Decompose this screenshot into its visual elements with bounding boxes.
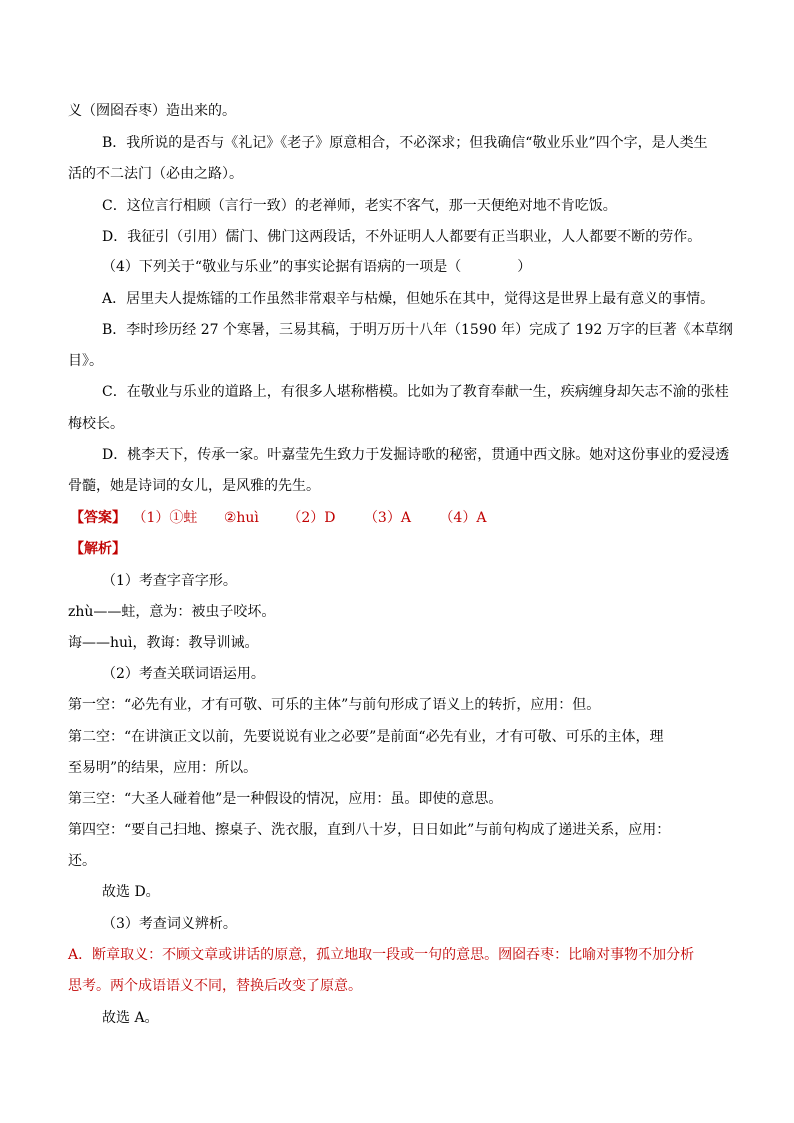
option-line: B．李时珍历经 27 个寒暑，三易其稿，于明万历十八年（1590 年）完成了 192 万字的巨著《本草纲	[102, 322, 733, 338]
option-line: D．桃李天下，传承一家。叶嘉莹先生致力于发掘诗歌的秘密，贯通中西文脉。她对这份事业的爱浸透	[102, 447, 730, 463]
option-line: C．在敬业与乐业的道路上，有很多人堪称楷模。比如为了教育奉献一生，疾病缠身却矢志不渝的张桂	[102, 384, 729, 400]
answer-line	[70, 508, 700, 528]
analysis-line: （1）考查字音字形。	[102, 573, 237, 589]
analysis-line: 第四空：“要自己扫地、擦桌子、洗衣服，直到八十岁，日日如此”与前句构成了递进关系，应用：	[68, 822, 671, 838]
analysis-line: 诲——huì，教诲：教导训诫。	[68, 635, 259, 651]
analysis-line: 第二空：“在讲演正文以前，先要说说有业之必要”是前面“必先有业，才有可敬、可乐的主体，理	[68, 729, 664, 745]
analysis-line: 还。	[68, 853, 96, 869]
analysis-line: 思考。两个成语语义不同，替换后改变了原意。	[68, 978, 362, 994]
analysis-line: 第一空：“必先有业，才有可敬、可乐的主体”与前句形成了语义上的转折，应用：但。	[68, 697, 601, 713]
question-line: （4）下列关于“敬业与乐业”的事实论据有语病的一项是（ ）	[102, 259, 532, 275]
text-line: 活的不二法门（必由之路）。	[68, 166, 243, 182]
answer-label: 【答案】	[70, 510, 126, 526]
answer-item: （1）①蛀	[132, 510, 198, 526]
answer-item: （3）A	[363, 510, 411, 526]
analysis-line: （3）考查词义辨析。	[102, 916, 237, 932]
analysis-line: 故选 D。	[102, 884, 160, 900]
answer-item: （2）D	[287, 510, 336, 526]
text-line: 义（囫囵吞枣）造出来的。	[68, 103, 236, 119]
option-line: D．我征引（引用）儒门、佛门这两段话，不外证明人人都要有正当职业，人人都要不断的劳作。	[102, 229, 702, 245]
answer-item: （4）A	[439, 510, 487, 526]
analysis-label: 【解析】	[70, 541, 126, 557]
analysis-line: A．断章取义：不顾文章或讲话的原意，孤立地取一段或一句的意思。囫囵吞枣：比喻对事物不加分析	[68, 947, 695, 963]
text-line: 梅校长。	[68, 416, 124, 432]
option-line: C．这位言行相顾（言行一致）的老禅师，老实不客气，那一天便绝对地不肯吃饭。	[102, 198, 617, 214]
option-line: B．我所说的是否与《礼记》《老子》原意相合，不必深求；但我确信“敬业乐业”四个字，是人类生	[102, 135, 708, 151]
text-line: 骨髓，她是诗词的女儿，是风雅的先生。	[68, 478, 320, 494]
analysis-line: zhù——蛀，意为：被虫子咬坏。	[68, 604, 276, 620]
analysis-line: 至易明”的结果，应用：所以。	[68, 760, 258, 776]
answer-item: ②huì	[223, 510, 259, 526]
analysis-line: （2）考查关联词语运用。	[102, 666, 265, 682]
text-line: 目》。	[68, 353, 103, 369]
analysis-line: 第三空：“大圣人碰着他”是一种假设的情况，应用：虽。即使的意思。	[68, 791, 503, 807]
option-line: A．居里夫人提炼镭的工作虽然非常艰辛与枯燥，但她乐在其中，觉得这是世界上最有意义的事情。	[102, 291, 715, 307]
analysis-line: 故选 A。	[102, 1010, 159, 1026]
